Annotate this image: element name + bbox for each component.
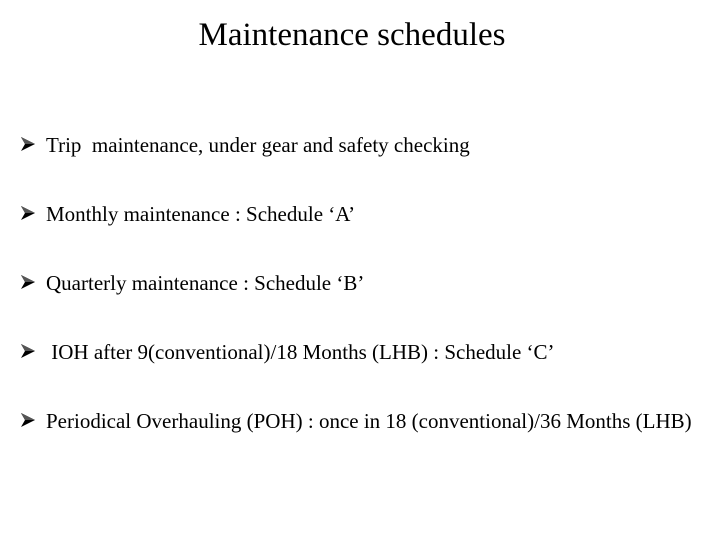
arrowhead-bullet-icon	[20, 269, 46, 295]
slide-title: Maintenance schedules	[198, 17, 506, 53]
list-item-text: IOH after 9(conventional)/18 Months (LHB) : Schedule ‘C’	[46, 340, 555, 364]
arrowhead-bullet-icon	[20, 338, 46, 364]
list-item	[20, 269, 720, 298]
arrowhead-bullet-icon	[20, 131, 46, 157]
list-item-text: Quarterly maintenance : Schedule ‘B’	[46, 271, 365, 295]
list-item	[20, 200, 720, 229]
list-item-text: Periodical Overhauling (POH) : once in 18 (conventional)/36 Months (LHB)	[46, 409, 692, 433]
list-item-text: Trip maintenance, under gear and safety checking	[46, 133, 470, 157]
list-item	[20, 407, 720, 436]
list-item-text: Monthly maintenance : Schedule ‘A’	[46, 202, 356, 226]
list-item	[20, 131, 720, 160]
list-item	[20, 338, 720, 367]
arrowhead-bullet-icon	[20, 200, 46, 226]
arrowhead-bullet-icon	[20, 407, 46, 433]
